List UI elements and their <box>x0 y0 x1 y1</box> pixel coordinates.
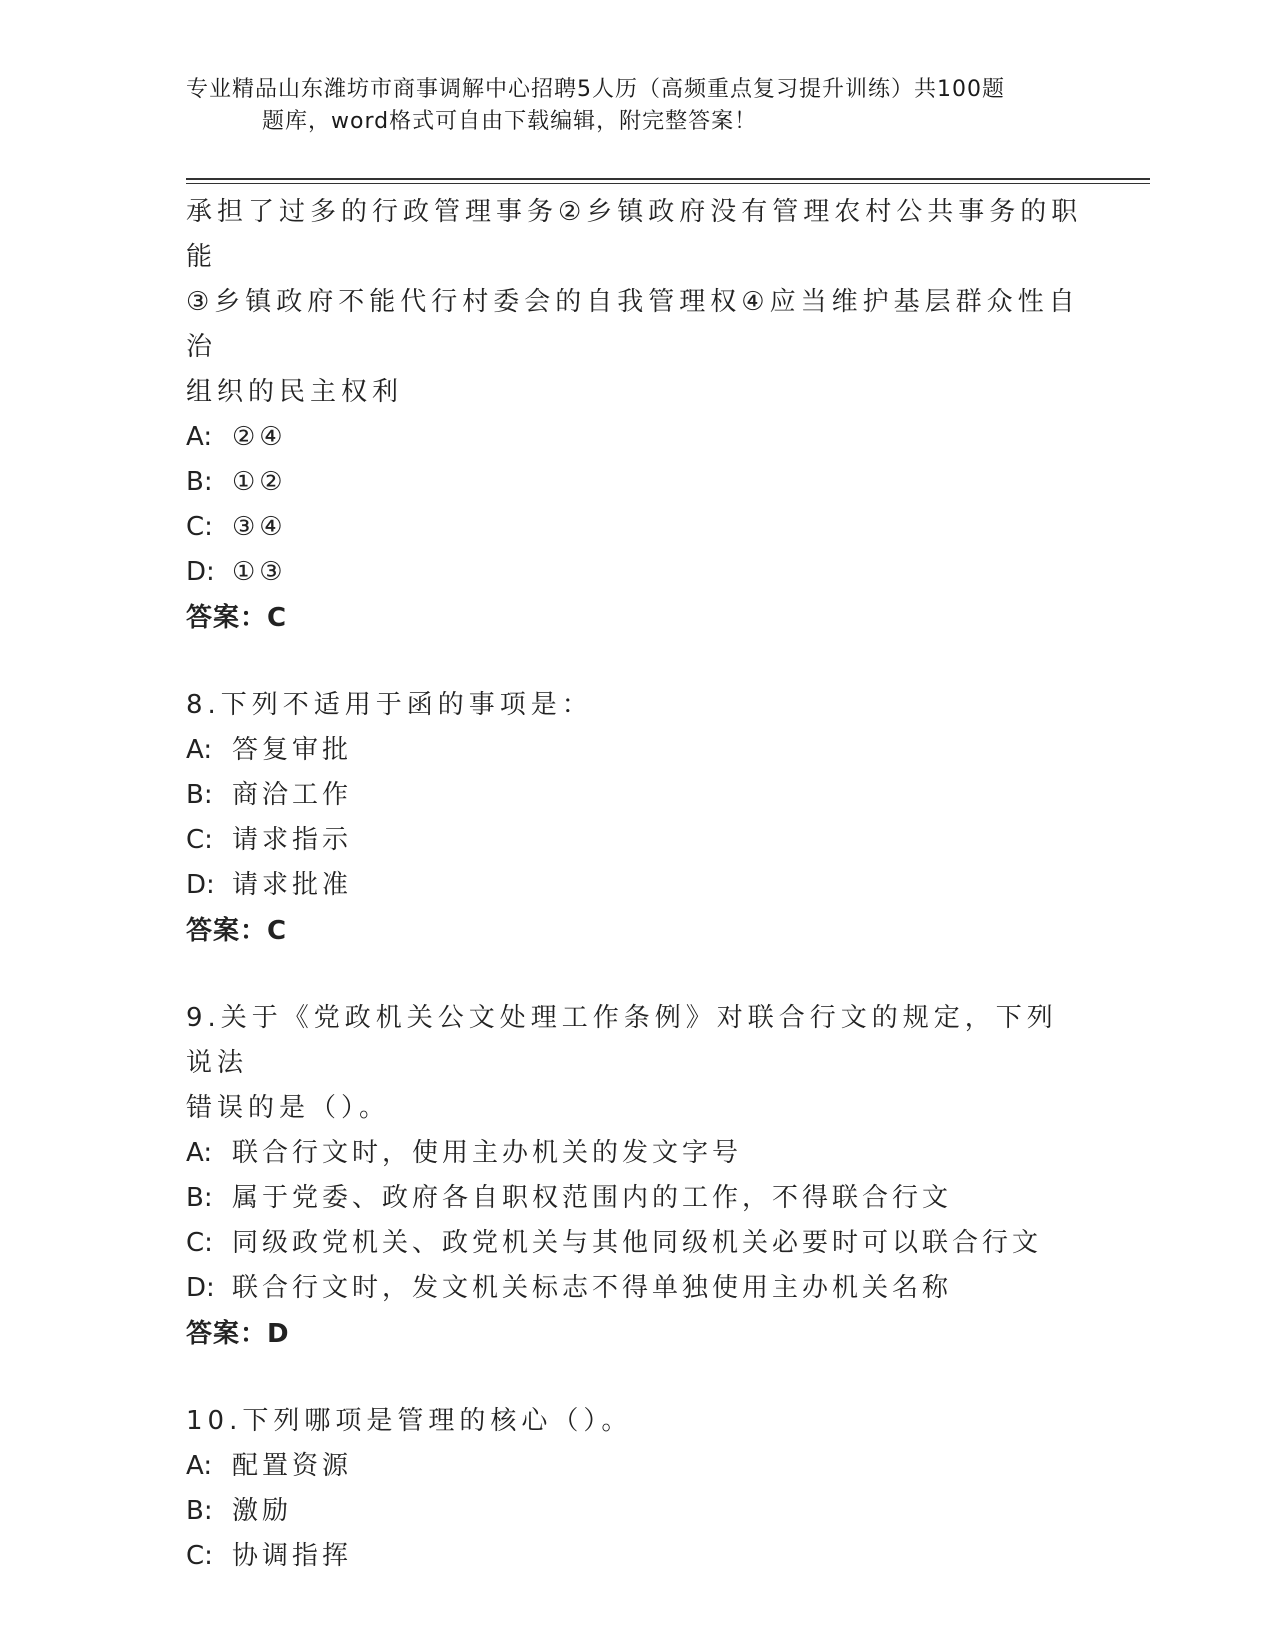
option-text: 答复审批 <box>232 735 353 765</box>
option-text: 协调指挥 <box>232 1541 353 1571</box>
option-label: B: <box>186 1496 213 1526</box>
option-label: C: <box>186 1228 213 1258</box>
option-d <box>186 550 1086 595</box>
question-list <box>186 190 1086 1579</box>
option-text: 商洽工作 <box>232 780 353 810</box>
option-label: B: <box>186 1183 213 1213</box>
question-text-line: ③乡镇政府不能代行村委会的自我管理权④应当维护基层群众性自治 <box>186 287 1080 362</box>
question-block <box>186 190 1086 641</box>
option-text: 请求批准 <box>232 870 353 900</box>
question-block <box>186 996 1086 1357</box>
option-text: 请求指示 <box>232 825 353 855</box>
option-label: C: <box>186 825 213 855</box>
option-text: 激励 <box>232 1496 293 1526</box>
option-label: A: <box>186 735 213 765</box>
header-line-1: 专业精品山东潍坊市商事调解中心招聘5人历（高频重点复习提升训练）共100题 <box>186 77 1005 102</box>
option-text: ①③ <box>232 557 287 587</box>
option-c <box>186 1534 1086 1579</box>
question-text-line: 10.下列哪项是管理的核心（）。 <box>186 1406 633 1436</box>
option-b <box>186 1489 1086 1534</box>
option-label: B: <box>186 780 213 810</box>
option-b <box>186 773 1086 818</box>
option-c <box>186 505 1086 550</box>
option-a <box>186 1444 1086 1489</box>
option-label: C: <box>186 1541 213 1571</box>
option-label: A: <box>186 1138 213 1168</box>
question-text-line: 组织的民主权利 <box>186 377 404 407</box>
option-a <box>186 728 1086 773</box>
option-label: A: <box>186 1451 213 1481</box>
option-c <box>186 1221 1086 1266</box>
page-header <box>186 74 1086 138</box>
option-text: 配置资源 <box>232 1451 353 1481</box>
option-label: D: <box>186 1273 215 1303</box>
option-text: 联合行文时，使用主办机关的发文字号 <box>232 1138 743 1168</box>
header-divider-thick <box>186 178 1150 180</box>
option-label: B: <box>186 467 213 497</box>
option-b <box>186 1176 1086 1221</box>
option-b <box>186 460 1086 505</box>
option-text: 联合行文时，发文机关标志不得单独使用主办机关名称 <box>232 1273 953 1303</box>
question-text-line: 承担了过多的行政管理事务②乡镇政府没有管理农村公共事务的职能 <box>186 197 1083 272</box>
option-d <box>186 1266 1086 1311</box>
option-label: D: <box>186 557 215 587</box>
question-text-line: 9.关于《党政机关公文处理工作条例》对联合行文的规定，下列说法 <box>186 1003 1058 1078</box>
option-text: ①② <box>232 467 287 497</box>
question-block <box>186 683 1086 954</box>
question-text-line: 错误的是（）。 <box>186 1093 391 1123</box>
option-text: ②④ <box>232 422 287 452</box>
option-text: 同级政党机关、政党机关与其他同级机关必要时可以联合行文 <box>232 1228 1043 1258</box>
option-c <box>186 818 1086 863</box>
answer-line: 答案：C <box>186 916 288 946</box>
option-label: A: <box>186 422 213 452</box>
option-a <box>186 415 1086 460</box>
question-text-line: 8.下列不适用于函的事项是： <box>186 690 593 720</box>
option-label: D: <box>186 870 215 900</box>
answer-line: 答案：D <box>186 1319 290 1349</box>
option-text: 属于党委、政府各自职权范围内的工作，不得联合行文 <box>232 1183 953 1213</box>
option-text: ③④ <box>232 512 287 542</box>
question-block <box>186 1399 1086 1579</box>
option-label: C: <box>186 512 213 542</box>
option-d <box>186 863 1086 908</box>
answer-line: 答案：C <box>186 603 288 633</box>
header-divider-thin <box>186 183 1150 184</box>
option-a <box>186 1131 1086 1176</box>
header-line-2: 题库，word格式可自由下载编辑，附完整答案！ <box>262 109 758 134</box>
